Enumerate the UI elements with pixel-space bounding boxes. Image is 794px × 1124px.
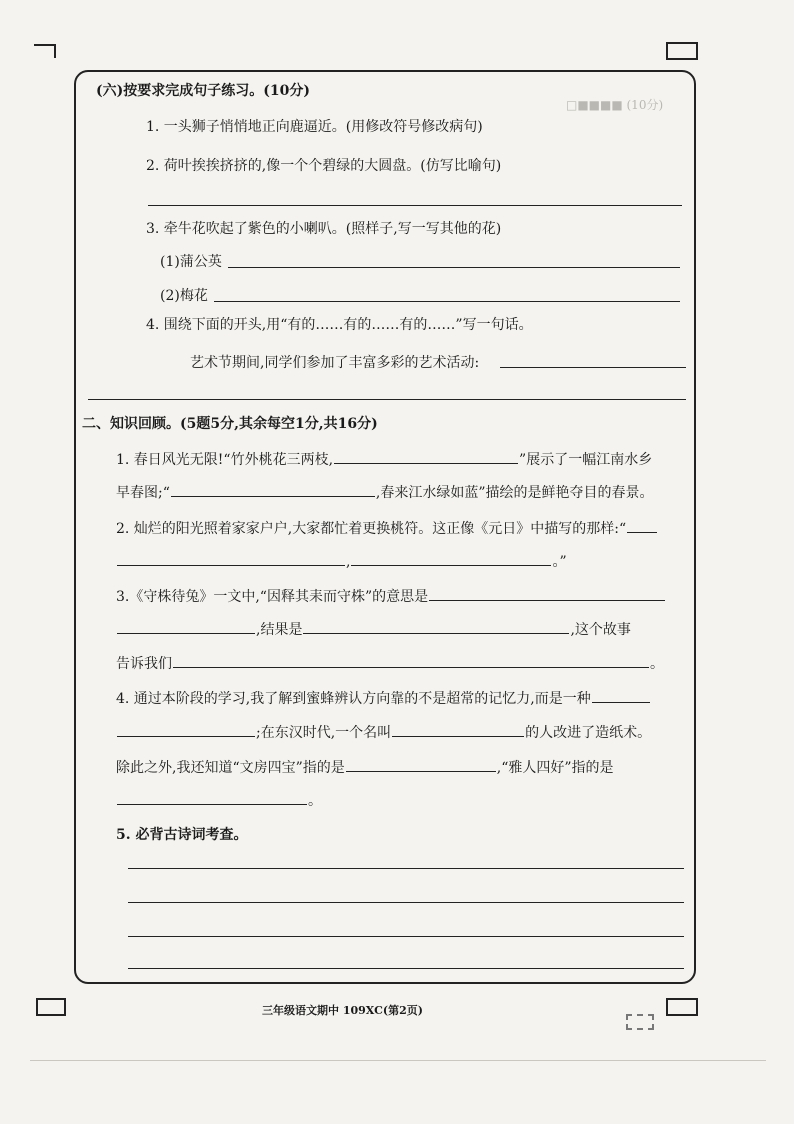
answer-line-q2[interactable] [148, 205, 682, 206]
section2-q3-row3 [116, 653, 664, 673]
blank-q4-1[interactable] [592, 688, 650, 703]
q4-text-d: 除此之外,我还知道“文房四宝”指的是 [116, 760, 345, 776]
q4-text-f: 。 [308, 793, 322, 809]
section2-q4-row3 [116, 757, 614, 777]
section6-title: (六)按要求完成句子练习。(10分) [96, 83, 310, 99]
blank-q3-1[interactable] [429, 586, 665, 601]
section6-q3: 3. 牵牛花吹起了紫色的小喇叭。(照样子,写一写其他的花) [146, 221, 502, 237]
answer-line-q4b[interactable] [88, 399, 686, 400]
section6-q4-prompt: 艺术节期间,同学们参加了丰富多彩的艺术活动: [190, 355, 480, 371]
blank-q4-3[interactable] [392, 722, 524, 737]
blank-q3-2[interactable] [117, 619, 255, 634]
bleed-through-text: □■■■■ (10分) [566, 98, 664, 112]
section2-q3-row2 [116, 619, 631, 639]
section2-q4-row4 [116, 790, 322, 810]
q4-text-a: 4. 通过本阶段的学习,我了解到蜜蜂辨认方向靠的不是超常的记忆力,而是一种 [116, 691, 591, 707]
section2-q2-row2 [116, 551, 567, 571]
q3-text-d: 告诉我们 [116, 656, 172, 672]
page-footer: 三年级语文期中 109XC(第2页) [262, 1004, 423, 1017]
section6-q1: 1. 一头狮子悄悄地正向鹿逼近。(用修改符号修改病句) [146, 119, 483, 135]
q1-text-d: ,春来江水绿如蓝”描绘的是鲜艳夺目的春景。 [375, 485, 654, 501]
corner-mark-bottom-left [36, 998, 66, 1016]
answer-line-q5-3[interactable] [128, 936, 684, 937]
q3-text-e: 。 [650, 656, 664, 672]
section2-q3-row1 [116, 586, 666, 606]
blank-q3-4[interactable] [173, 653, 649, 668]
section2-q1-row1 [116, 449, 652, 469]
blank-q2-1[interactable] [627, 518, 657, 533]
blank-q3-3[interactable] [303, 619, 569, 634]
corner-mark-top-right [666, 42, 698, 60]
blank-q4-5[interactable] [117, 790, 307, 805]
q3-text-a: 3.《守株待兔》一文中,“因释其耒而守株”的意思是 [116, 589, 429, 605]
answer-line-q5-1[interactable] [128, 868, 684, 869]
blank-q1-1[interactable] [334, 449, 518, 464]
q2-text-b: , [346, 554, 351, 570]
section6-q3a-label: (1)蒲公英 [160, 254, 222, 270]
q3-text-b: ,结果是 [256, 622, 303, 638]
blank-q4-4[interactable] [346, 757, 496, 772]
q4-text-c: 的人改进了造纸术。 [525, 725, 652, 741]
blank-q4-2[interactable] [117, 722, 255, 737]
q4-text-e: ,“雅人四好”指的是 [496, 760, 614, 776]
q1-text-a: 1. 春日风光无限!“竹外桃花三两枝, [116, 452, 334, 468]
answer-line-q4a[interactable] [500, 367, 686, 368]
section2-q4-row2 [116, 722, 651, 742]
q2-text-a: 2. 灿烂的阳光照着家家户户,大家都忙着更换桃符。这正像《元日》中描写的那样:“ [116, 521, 627, 537]
section2-q1-row2 [116, 482, 653, 502]
blank-q1-2[interactable] [171, 482, 375, 497]
section2-q2-row1 [116, 518, 658, 538]
answer-line-q3a[interactable] [228, 267, 680, 268]
section2-q5: 5. 必背古诗词考查。 [116, 827, 248, 843]
answer-line-q3b[interactable] [214, 301, 680, 302]
q3-text-c: ,这个故事 [570, 622, 631, 638]
q1-text-b: ”展示了一幅江南水乡 [519, 452, 653, 468]
blank-q2-2[interactable] [117, 551, 345, 566]
blank-q2-3[interactable] [351, 551, 551, 566]
section6-q4: 4. 围绕下面的开头,用“有的……有的……有的……”写一句话。 [146, 317, 533, 333]
section2-title: 二、知识回顾。(5题5分,其余每空1分,共16分) [82, 416, 378, 432]
corner-mark-bottom-right [666, 998, 698, 1016]
q1-text-c: 早春图;“ [116, 485, 170, 501]
section6-q3b-label: (2)梅花 [160, 288, 208, 304]
q4-text-b: ;在东汉时代,一个名叫 [256, 725, 392, 741]
section2-q4-row1 [116, 688, 651, 708]
answer-line-q5-4[interactable] [128, 968, 684, 969]
corner-mark-bottom-small [626, 1014, 654, 1030]
q2-text-c: 。” [552, 554, 567, 570]
section6-q2: 2. 荷叶挨挨挤挤的,像一个个碧绿的大圆盘。(仿写比喻句) [146, 158, 502, 174]
corner-mark-top-left [34, 44, 56, 58]
answer-line-q5-2[interactable] [128, 902, 684, 903]
bottom-edge-line [30, 1060, 766, 1061]
